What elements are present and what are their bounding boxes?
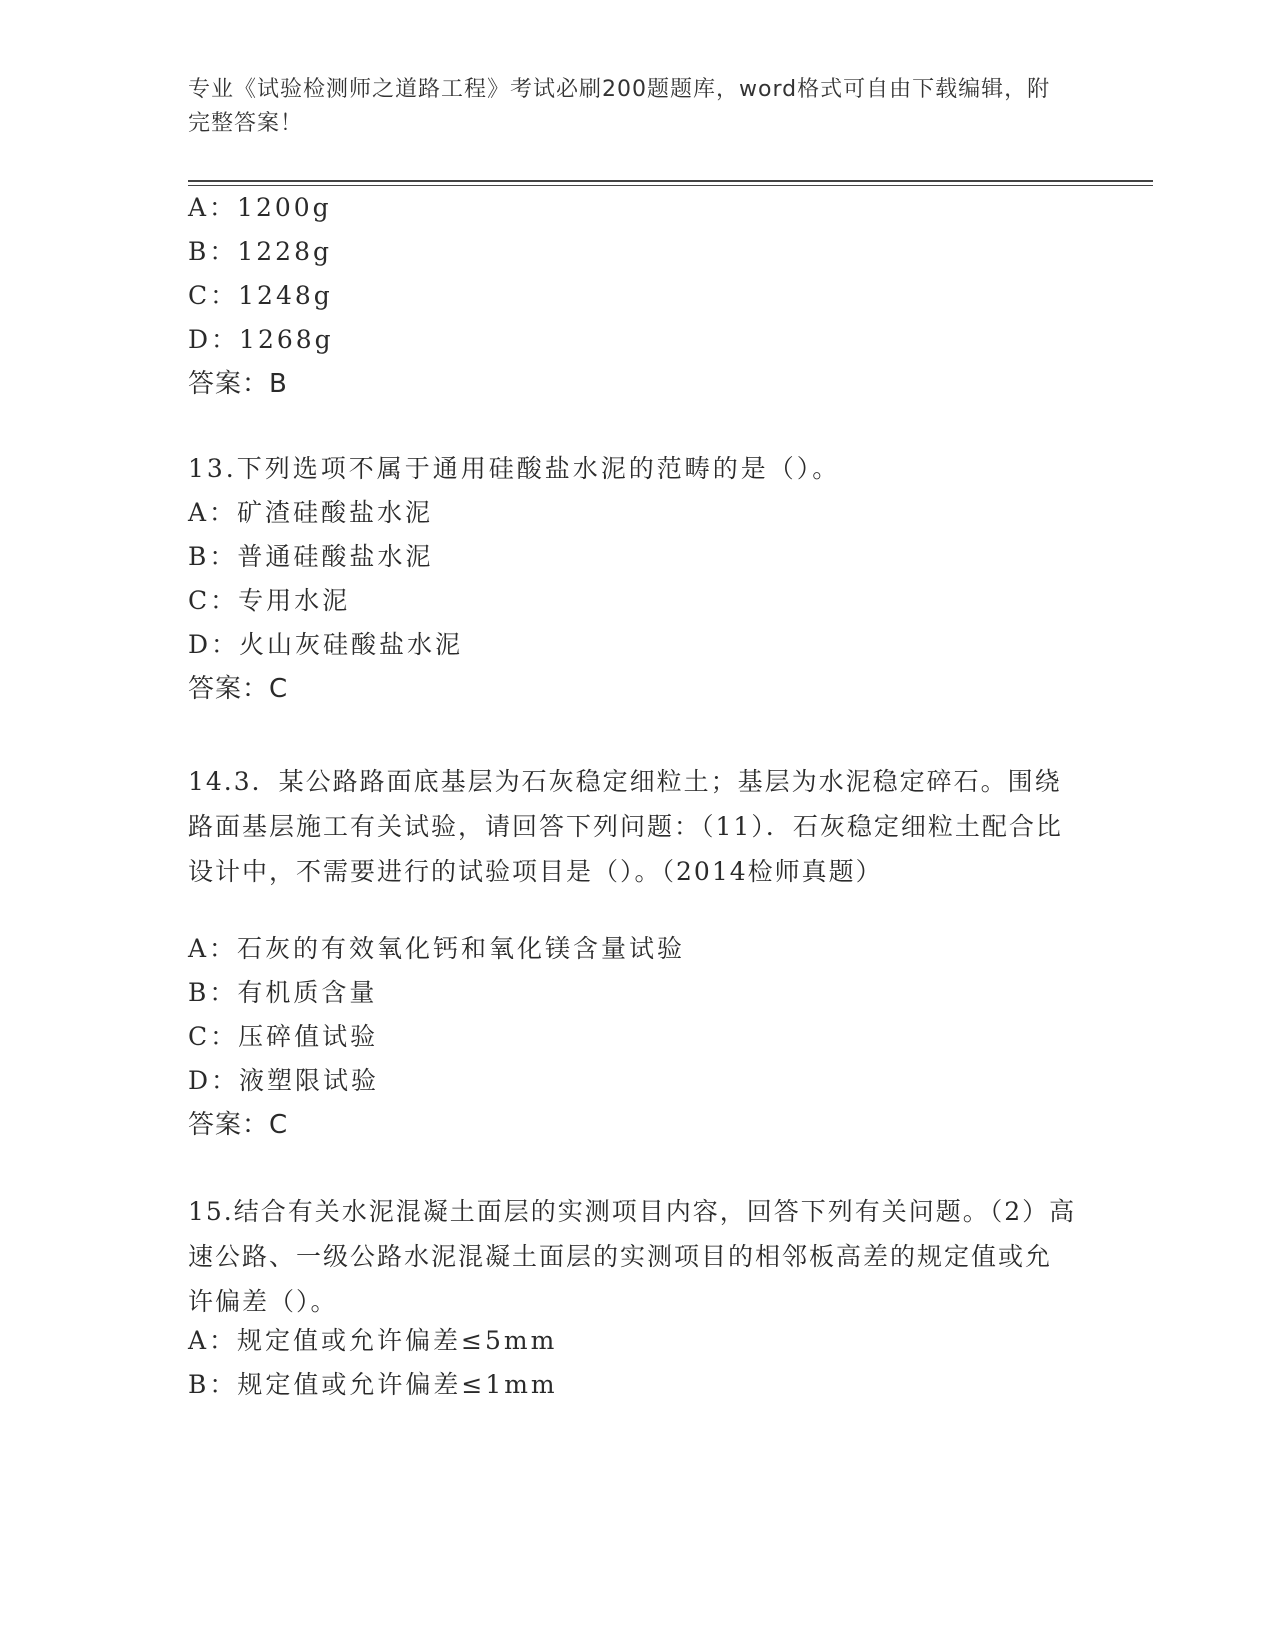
question-text: 15.结合有关水泥混凝土面层的实测项目内容，回答下列有关问题。（2）高速公路、一级公路水泥混凝土面层的实测项目的相邻板高差的规定值或允许偏差（）。 — [188, 1197, 1077, 1316]
option-a: A：规定值或允许偏差≤5mm — [188, 1326, 558, 1355]
header-divider — [188, 180, 1153, 182]
header-divider-thin — [188, 185, 1153, 186]
option-d: D：液塑限试验 — [188, 1066, 380, 1095]
option-c: C：1248g — [188, 281, 333, 310]
option-b: B：普通硅酸盐水泥 — [188, 542, 434, 571]
answer: 答案：C — [188, 674, 289, 704]
option-b: B：规定值或允许偏差≤1mm — [188, 1370, 558, 1399]
option-c: C：压碎值试验 — [188, 1022, 379, 1051]
option-a: A：1200g — [188, 193, 332, 222]
option-c: C：专用水泥 — [188, 586, 351, 615]
answer: 答案：B — [188, 369, 288, 399]
option-b: B：1228g — [188, 237, 332, 266]
option-a: A：矿渣硅酸盐水泥 — [188, 498, 434, 527]
option-a: A：石灰的有效氧化钙和氧化镁含量试验 — [188, 934, 686, 963]
question-text: 13.下列选项不属于通用硅酸盐水泥的范畴的是（）。 — [188, 454, 841, 483]
question-text: 14.3．某公路路面底基层为石灰稳定细粒土；基层为水泥稳定碎石。围绕路面基层施工有关试验，请回答下列问题：（11）．石灰稳定细粒土配合比设计中，不需要进行的试验项目是（）。（2014检师真题） — [188, 767, 1063, 886]
document-header: 专业《试验检测师之道路工程》考试必刷200题题库，word格式可自由下载编辑，附完整答案！ — [188, 77, 1051, 136]
option-b: B：有机质含量 — [188, 978, 378, 1007]
option-d: D：1268g — [188, 325, 334, 354]
option-d: D：火山灰硅酸盐水泥 — [188, 630, 464, 659]
answer: 答案：C — [188, 1110, 289, 1140]
